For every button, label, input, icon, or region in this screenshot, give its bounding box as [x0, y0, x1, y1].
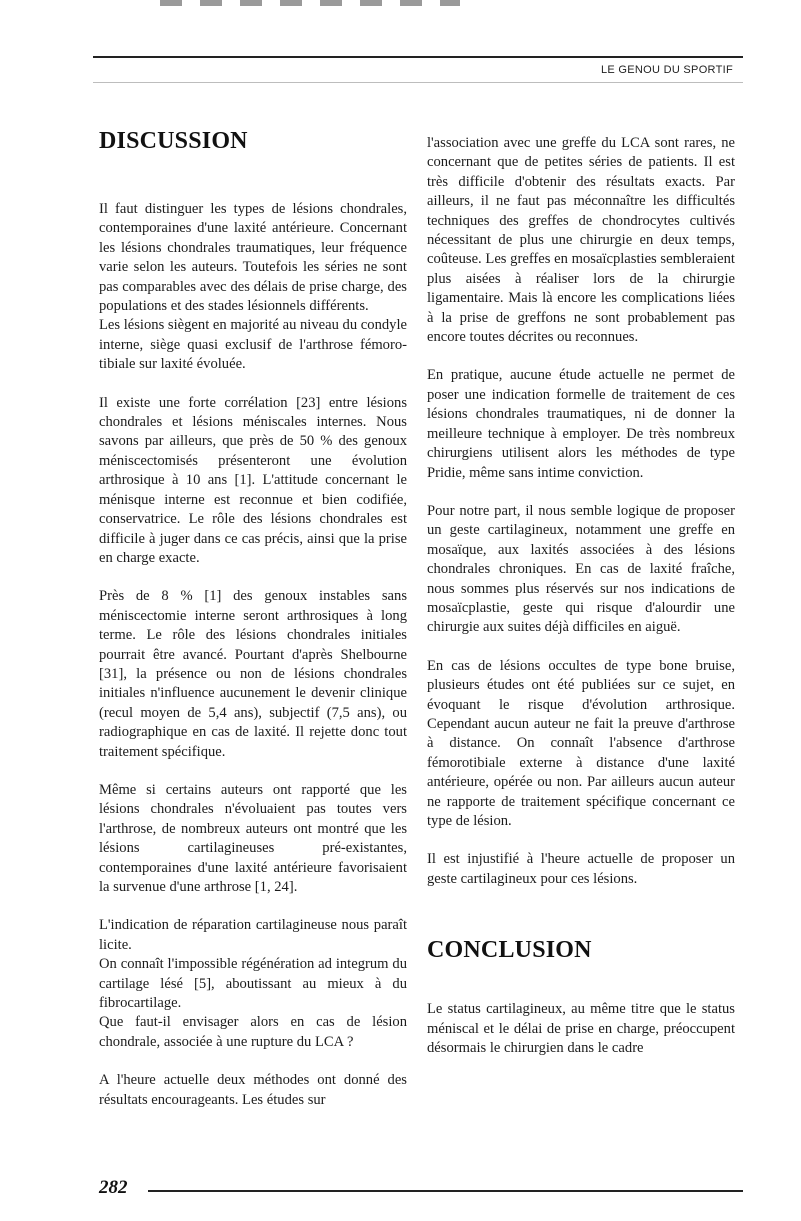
paragraph: Il existe une forte corrélation [23] entre lésions chondrales et lésions méniscales internes. Nous savons par ailleurs, que près de 50 % des genoux méniscectomisés présenteront une évolution arthrosique à 10 ans [1]. L'attitude concernant le ménisque interne est reconnue et bien codifiée, conservatrice. Le rôle des lésions chondrales est difficile à juger dans ce cas précis, ainsi que la prise en charge exacte. [99, 394, 407, 566]
paragraph: L'indication de réparation cartilagineuse nous paraît licite. [99, 917, 407, 953]
paragraph: On connaît l'impossible régénération ad integrum du cartilage lésé [5], aboutissant au mieux à du fibrocartilage. [99, 956, 407, 1012]
header-rule [93, 56, 743, 58]
paragraph: Près de 8 % [1] des genoux instables sans méniscectomie interne seront arthrosiques à long terme. Le rôle des lésions chondrales initiales pourrait être avancé. Pourtant d'après Shelbourne [31], la présence ou non de lésions chondrales initiales n'influence aucunement le devenir clinique (recul moyen de 5,4 ans), subjectif (7,5 ans), ou radiographique en cas de laxité. Il rejette donc tout traitement spécifique. [99, 588, 407, 760]
paragraph: A l'heure actuelle deux méthodes ont donné des résultats encourageants. Les études sur [99, 1072, 407, 1108]
paragraph: l'association avec une greffe du LCA sont rares, ne concernant que de petites séries de patients. Il est très difficile d'obtenir des résultats exacts. Par ailleurs, il ne faut pas méconnaître les difficultés techniques des greffes de chondrocytes cultivés nécessitant de plus une chirurgie en deux temps, coûteuse. Les greffes en mosaïcplasties sembleraient plus aisées à réaliser lors de la chirurgie ligamentaire. Mais là encore les complications liées à la prise de greffons ne sont probablement pas encore toutes décrites ou reconnues. [427, 135, 735, 346]
page-number: 282 [99, 1177, 128, 1198]
conclusion-heading: CONCLUSION [427, 937, 592, 964]
paragraph: Que faut-il envisager alors en cas de lésion chondrale, associée à une rupture du LCA ? [99, 1014, 407, 1050]
running-title: LE GENOU DU SPORTIF [600, 64, 733, 76]
discussion-heading: DISCUSSION [99, 128, 248, 154]
paragraph: En pratique, aucune étude actuelle ne permet de poser une indication formelle de traitement de ces lésions chondrales traumatiques, ni de donner la meilleure technique à employer. De très nombreux chirurgiens utilisent alors les méthodes de type Pridie, même sans intime conviction. [427, 367, 735, 481]
paragraph: Les lésions siègent en majorité au niveau du condyle interne, siège quasi exclusif de l'arthrose fémoro-tibiale sur laxité évoluée. [99, 317, 408, 373]
paragraph: Le status cartilagineux, au même titre que le status méniscal et le délai de prise en charge, préoccupent désormais le chirurgien dans le cadre [427, 1001, 735, 1057]
left-column [99, 128, 407, 1110]
paragraph: Il faut distinguer les types de lésions chondrales, contemporaines d'une laxité antérieure. Concernant les lésions chondrales traumatiques, leur fréquence varie selon les auteurs. Toutefois les séries ne sont pas comparables avec des délais de prise charge, des populations et des stades lésionnels différents. [99, 201, 407, 315]
top-decorative-dashes [160, 0, 460, 6]
header-rule-thin [93, 82, 743, 83]
right-column [427, 134, 735, 1058]
paragraph: En cas de lésions occultes de type bone bruise, plusieurs études ont été publiées sur ce sujet, en évoquant le risque d'évolution arthrosique. Cependant aucun auteur ne fait la preuve d'arthrose à distance. On connaît l'absence d'arthrose fémorotibiale externe à distance d'une laxité antérieure, opérée ou non. Par ailleurs aucun auteur ne rapporte de traitement spécifique concernant ce type de lésion. [427, 657, 735, 829]
paragraph: Il est injustifié à l'heure actuelle de proposer un geste cartilagineux pour ces lésions. [427, 851, 735, 887]
paragraph: Pour notre part, il nous semble logique de proposer un geste cartilagineux, notamment une greffe en mosaïque, aux laxités associées à des lésions chondrales chroniques. En cas de laxité fraîche, nous sommes plus réservés sur nos indications de mosaïcplastie, geste qui risque d'alourdir une chirurgie aux suites déjà difficiles en aiguë. [427, 502, 735, 636]
paragraph: Même si certains auteurs ont rapporté que les lésions chondrales n'évoluaient pas toutes vers l'arthrose, de nombreux auteurs ont montré que les lésions cartilagineuses pré-existantes, contemporaines d'une laxité antérieure favorisaient la survenue d'une arthrose [1, 24]. [99, 781, 407, 895]
footer-rule [148, 1190, 743, 1192]
